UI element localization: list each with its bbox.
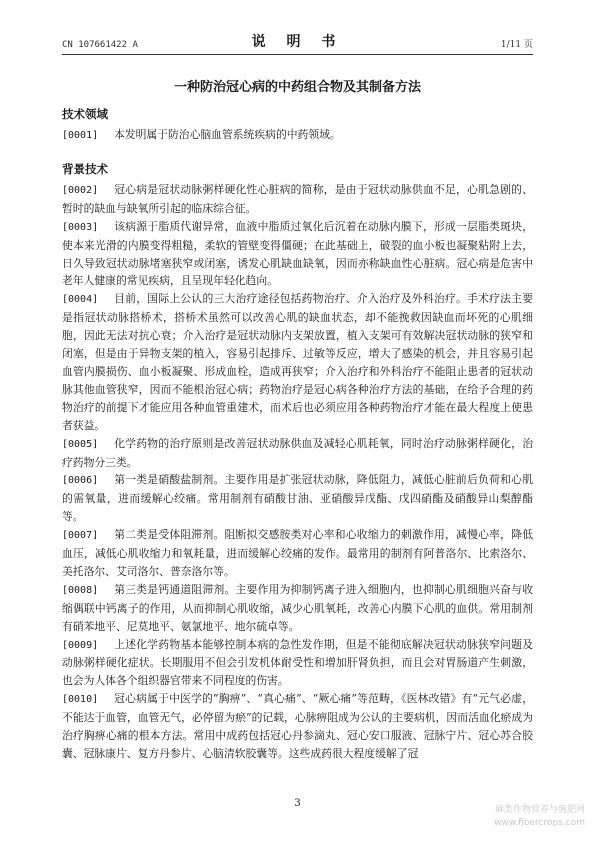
paragraph-text: 化学药物的治疗原则是改善冠状动脉供血及减轻心肌耗氧，同时治疗动脉粥样硬化，治疗药物分三类。 (62, 436, 533, 469)
paragraph-text: 上述化学药物基本能够控制本病的急性发作期，但是不能彻底解决冠状动脉狭窄问题及动脉粥样硬化症状。长期服用不但会引发机体耐受性和增加肝肾负担，而且会对胃肠道产生刺激，也会为人体各个组织器官带来不同程度的伤害。 (62, 637, 533, 688)
section-title: 背景技术 (62, 161, 108, 176)
paragraph-number: [0001] (62, 130, 99, 141)
paragraph (62, 636, 533, 691)
paragraph-text: 第三类是钙通道阻滞剂。主要作用为抑制钙离子进入细胞内，也抑制心肌细胞兴奋与收缩偶联中钙离子的作用，从而抑制心肌收缩，减少心肌氧耗，改善心内膜下心肌的血供。常用制剂有硝苯地平、尼莫地平、氨氯地平、地尔硫卓等。 (62, 582, 533, 633)
paragraph (62, 435, 533, 472)
page-number: 3 (294, 798, 301, 809)
paragraph (62, 126, 533, 145)
paragraph (62, 690, 533, 763)
patent-number: CN 107661422 A (62, 40, 138, 50)
document-body (62, 106, 533, 763)
page-fraction: 1/11 页 (500, 40, 533, 50)
paragraph-text: 目前，国际上公认的三大治疗途径包括药物治疗、介入治疗及外科治疗。手术疗法主要是指冠状动脉搭桥术，搭桥术虽然可以改善心肌的缺血状态，却不能挽救因缺血而坏死的心肌细胞，因此无法对抗心衰；介入治疗是冠状动脉内支架放置，植入支架可有效解决冠状动脉的狭窄和闭塞，但是由于异物支架的植入，容易引起排斥、过敏等反应，增大了感染的机会，并且容易引起血管内膜损伤、血小板凝聚、形成血栓，造成再狭窄；介入治疗和外科治疗不能阻止患者的冠状动脉其他血管狭窄，因而不能根治冠心病；药物治疗是冠心病各种治疗方法的基础，在给予合理的药物治疗的前提下才能应用各种血管重建术，而术后也必须应用各种药物治疗才能在最大程度上使患者获益。 (62, 292, 533, 432)
paragraph-number: [0003] (62, 221, 99, 233)
section-background (62, 161, 533, 763)
paragraph (62, 526, 533, 581)
paragraph-number: [0005] (62, 438, 99, 450)
watermark (494, 804, 585, 830)
paragraph-number: [0008] (62, 584, 99, 596)
paragraph (62, 218, 533, 291)
paragraph-text: 该病源于脂质代谢异常，血液中脂质过氧化后沉着在动脉内膜下，形成一层脂类斑块，使本来光滑的内膜变得粗糙，柔软的管壁变得僵硬；在此基础上，破裂的血小板也凝聚粘附上去，日久导致冠状动脉堵塞狭窄或闭塞，诱发心肌缺血缺氧，因而亦称缺血性心脏病。冠心病是危害中老年人健康的常见疾病，且呈现年轻化趋向。 (62, 219, 533, 288)
paragraph-number: [0006] (62, 475, 99, 487)
paragraph (62, 581, 533, 636)
header-title: 说 明 书 (251, 34, 344, 50)
paragraph-text: 第一类是硝酸盐制剂。主要作用是扩张冠状动脉，降低阻力，减低心脏前后负荷和心肌的需氧量，进而缓解心绞痛。常用制剂有硝酸甘油、亚硝酸异戊酯、戊四硝酯及硝酸异山梨醇酯等。 (62, 473, 533, 524)
page-header (62, 34, 533, 55)
paragraph (62, 290, 533, 434)
watermark-url: www.fibercrops.com (494, 818, 585, 828)
section-title: 技术领域 (62, 107, 108, 121)
paragraph (62, 471, 533, 526)
paragraph-number: [0009] (62, 639, 99, 651)
watermark-site-name: 麻类作物营养与施肥网 (494, 805, 585, 815)
paragraph-text: 第二类是受体阻滞剂。阻断拟交感胺类对心率和心收缩力的刺激作用，减慢心率，降低血压，减低心肌收缩力和氧耗量，进而缓解心绞痛的发作。最常用的制剂有阿普洛尔、比索洛尔、美托洛尔、艾司洛尔、普奈洛尔等。 (62, 528, 533, 578)
section-technical-field (62, 106, 533, 145)
paragraph-text: 本发明属于防治心脑血管系统疾病的中药领域。 (114, 128, 341, 141)
paragraph (62, 181, 533, 218)
paragraph-number: [0007] (62, 530, 99, 542)
document-title: 一种防治冠心病的中药组合物及其制备方法 (173, 80, 421, 95)
paragraph-text: 冠心病属于中医学的“胸痹”、“真心痛”、“厥心痛”等范畴，《医林改错》有“元气必虚，不能达于血管，血管无气，必停留为瘀”的记载，心脉痹阻成为公认的主要病机，因而活血化瘀成为治疗胸痹心痛的根本方法。常用中成药包括冠心丹参滴丸、冠心安口服液、冠脉宁片、冠心苏合胶囊、冠脉康片、复方丹参片、心脑清软胶囊等。这些成药很大程度缓解了冠 (62, 692, 533, 760)
paragraph-number: [0002] (62, 184, 99, 196)
paragraph-number: [0004] (62, 294, 99, 306)
paragraph-text: 冠心病是冠状动脉粥样硬化性心脏病的简称，是由于冠状动脉供血不足，心肌急剧的、暂时的缺血与缺氧所引起的临床综合征。 (62, 182, 533, 215)
paragraph-number: [0010] (62, 694, 99, 706)
